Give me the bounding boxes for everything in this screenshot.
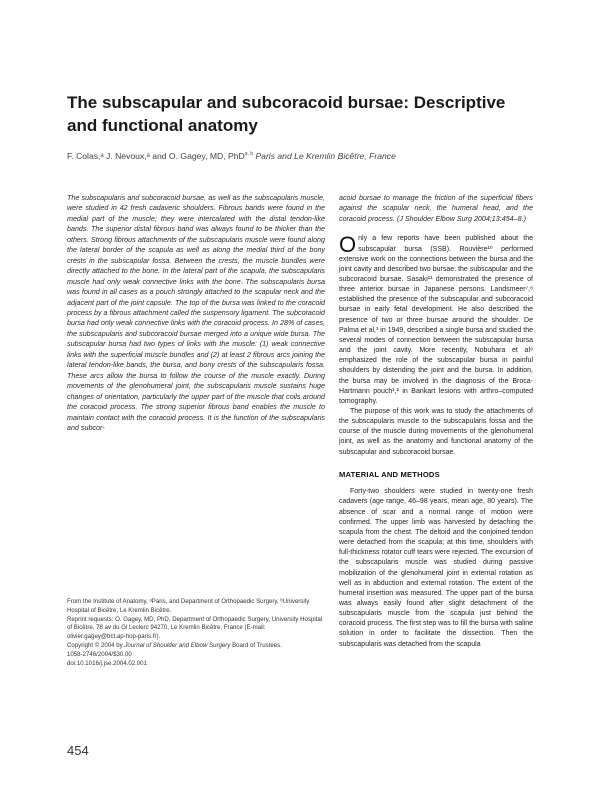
footnote-copyright: Copyright © 2004 by Journal of Shoulder and Elbow Surgery Board of Trustees. bbox=[67, 641, 282, 649]
footnotes bbox=[67, 598, 325, 668]
drop-cap: O bbox=[339, 232, 357, 258]
footnote-issn: 1058-2746/2004/$30.00 bbox=[67, 650, 132, 658]
page-number: 454 bbox=[67, 743, 89, 758]
footnote-reprint: Reprint requests: O. Gagey, MD, PhD, Department of Orthopaedic Surgery, University Hospital of Bicêtre, 78 av du Gl Leclerc 94270, Le Kremlin Bicêtre, France (E-mail: olivier.gagey@bct.ap-hop-paris.fr). bbox=[67, 615, 323, 641]
section-heading-methods: MATERIAL AND METHODS bbox=[339, 469, 440, 479]
footnote-from: From the Institute of Anatomy, ᵃParis, and Department of Orthopaedic Surgery, ᵇUniversity Hospital of Bicêtre, Le Kremlin Bicêtre. bbox=[67, 598, 310, 614]
right-column bbox=[339, 193, 533, 650]
abstract-continuation: acoid bursae to manage the friction of the superficial fibers against the scapular neck, the humeral head, and the coracoid process. (J Shoulder Elbow Surg 2004;13:454–8.) bbox=[339, 194, 533, 223]
intro-paragraph-1 bbox=[339, 234, 533, 407]
intro-paragraph-2: The purpose of this work was to study the attachments of the subscapularis muscle to the subscapularis fossa and the course of the muscle during movements of the glenohumeral joint, as well as the anatomy and functional anatomy of the subscapular and subcoracoid bursae. bbox=[339, 408, 533, 456]
author-line bbox=[67, 151, 537, 161]
abstract: The subscapularis and subcoracoid bursae, as well as the subscapularis muscle, were studied in 42 fresh cadaveric shoulders. Fibrous bands were found in the medial part of the muscle; they were intercalated with the distal tendon-like bands. The superior distal fibrous band was always found to be thicker than the others. Strong fibrous attachments of the subscapularis muscle were found along the lateral border of the scapula as well as along the medial third of the bony crests in the subscapular fossa. Between the crests, the muscle bundles were directly attached to the bone. In the lateral part of the scapula, the subscapularis muscle had only weak connective links with the bone. The subscapularis bursa was found in all cases as a pouch strongly attached to the scapular neck and the adjacent part of the joint capsule. The top of the bursa was linked to the coracoid process by a fibrous attachment called the suspensory ligament. The subcoracoid bursa had only weak connective links with the coracoid process. In 28% of cases, the subscapularis and subcoracoid bursae merged into a unique wide bursa. The subscapular bursa had two types of links with the muscle: (1) weak connective links with the superficial muscle bundles and (2) at least 2 fibrous arcs joining the lateral tendon-like bands, the bursa, and bony crests of the subscapularis fossa. These arcs allow the bursa to follow the course of the muscle exactly. During movements of the glenohumeral joint, the subscapularis muscle sustains huge changes of orientation, particularly the upper part of the muscle that coils around the coracoid process. The strong superior fibrous band enables the muscle to maintain contact with the coracoid process. It is the function of the subscapularis and subcor- bbox=[67, 194, 325, 432]
methods-paragraph-1: Forty-two shoulders were studied in twenty-one fresh cadavers (age range, 46–98 years, mean age, 80 years). The absence of scar and a normal range of motion were confirmed. The upper limb was harvested by detaching the scapula from the chest. The deltoid and the conjoined tendon were detached from the scapula; at this time, shoulders with full-thickness rotator cuff tears were rejected. The excursion of the subscapularis muscle was studied during passive mobilization of the glenohumeral joint in external rotation as well as in abduction and external rotation. The extent of the humeral insertion was measured. The upper part of the bursa was always easily found after slight detachment of the subscapularis muscle from the scapula just behind the coracoid process. The first step was to fill the bursa with saline solution in order to facilitate the dissection. Then the subscapularis was detached from the scapula bbox=[339, 488, 533, 648]
author-place: Paris and Le Kremlin Bicêtre, France bbox=[255, 151, 396, 161]
footnote-doi: doi:10.1016/j.jse.2004.02.001 bbox=[67, 659, 147, 667]
author-names: F. Colas,ᵃ J. Nevoux,ᵃ and O. Gagey, MD, PhD bbox=[67, 151, 245, 161]
affiliation-marks: a, b bbox=[244, 151, 254, 158]
intro-p1-text: nly a few reports have been published about the subscapular bursa (SSB). Rouvière¹⁰ performed extensive work on the connections between the bursa and the joint cavity and described two bursae: the subscapular and the subcoracoid bursae. Sasaki¹¹ demonstrated the presence of three anterior bursae in Japanese persons. Landsmeer⁷,⁸ established the presence of the subscapular and subcoracoid bursae in early fetal development. He also described the presence of two or three bursae around the shoulder. De Palma et al,³ in 1949, described a single bursa and studied the several modes of connection between the subscapular bursa and the joint cavity. More recently, Nobuhara et al⁹ emphasized the role of the subscapular bursa in painful shoulders by distending the joint and the bursa. In addition, the bursa may be involved in the diagnosis of the Broca-Hartmann pouch¹,² in Bankart lesions with arthro–computed tomography. bbox=[339, 235, 533, 405]
article-title: The subscapular and subcoracoid bursae: Descriptive and functional anatomy bbox=[67, 93, 506, 135]
